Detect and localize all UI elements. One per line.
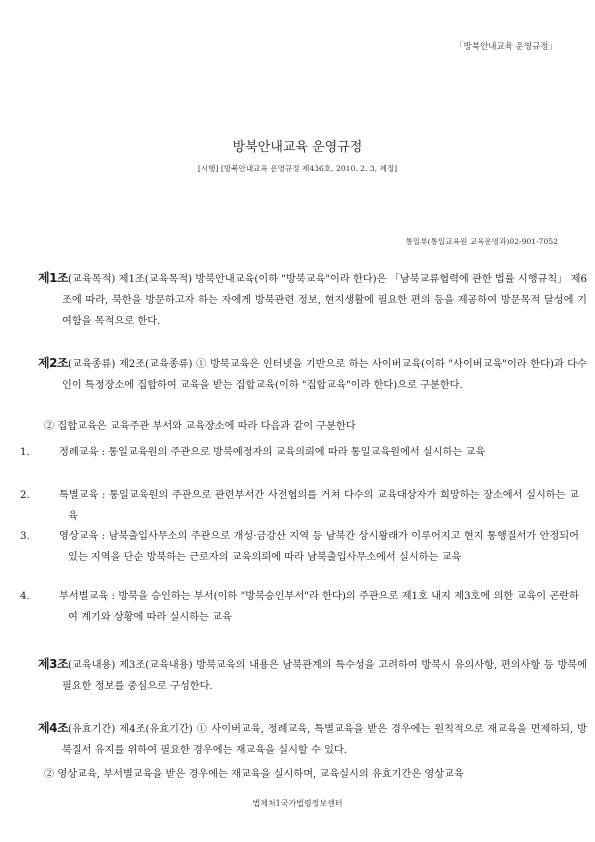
article-2-clause-2: ② 집합교육은 교육주관 부서와 교육장소에 따라 다음과 같이 구분한다 [44,421,356,432]
list-item [20,526,579,568]
article-body: 제4조(유효기간) ① 사이버교육, 정례교육, 특별교육을 받은 경우에는 원칙적으로 재교육을 면제하되, 방북질서 유지를 위하여 필요한 경우에는 재교육을 실시할 수 있다. [62,724,587,756]
item-number: 1. [20,447,30,458]
document-header-tag: 「방북안내교육 운영규정」 [455,42,557,52]
article-tag: (교육종류) [68,359,116,370]
item-text: 부서별교육 : 방북을 승인하는 부서(이하 "방북승인부서"라 한다)의 주관으로 제1호 내지 제3호에 의한 교육이 곤란하여 계기와 상황에 따라 실시하는 교육 [59,591,579,623]
list-item [20,442,579,463]
article-1 [38,268,587,332]
item-text: 영상교육 : 남북출입사무소의 주관으로 개성·금강산 지역 등 남북간 상시왕래가 이루어지고 현지 통행질서가 안정되어 있는 지역을 단순 방북하는 근로자의 교육의뢰에 따라 남북출입사무소에서 실시하는 교육 [59,531,579,563]
article-label: 제4조 [38,721,69,735]
item-number: 2. [20,490,30,501]
item-number: 4. [20,591,30,602]
department-contact: 통일부(통일교육원 교육운영과)02-901-7052 [405,237,558,246]
item-text: 특별교육 : 통일교육원의 주관으로 관련부서간 사전협의를 거쳐 다수의 교육대상자가 희망하는 장소에서 실시하는 교육 [59,490,579,522]
item-number: 3. [20,531,30,542]
list-item [20,586,579,628]
article-label: 제2조 [38,356,69,370]
article-body: 제3조(교육내용) 방북교육의 내용은 남북관계의 특수성을 고려하여 방북시 유의사항, 편의사항 등 방북에 필요한 정보를 중심으로 구성한다. [62,660,587,692]
enactment-info: [시행] [방북안내교육 운영규정 제436호, 2010. 2. 3, 제정] [197,164,398,173]
list-item [20,485,579,527]
article-tag: (유효기간) [68,724,116,735]
article-2 [38,353,587,396]
article-tag: (교육목적) [68,274,116,285]
article-4 [38,718,587,761]
article-4-clause-2: ② 영상교육, 부서별교육을 받은 경우에는 재교육을 실시하며, 교육실시의 유효기간은 영상교육 [44,769,464,780]
article-label: 제3조 [38,657,69,671]
article-body: 제1조(교육목적) 방북안내교육(이하 "방북교육"이라 한다)은 「남북교류협력에 관한 법률 시행규칙」 제6조에 따라, 북한을 방문하고자 하는 자에게 방북관련 정보, 현지생활에 필요한 편의 등을 제공하여 방문목적 달성에 기여함을 목적으로 한다. [62,274,587,327]
article-3 [38,654,587,697]
item-text: 정례교육 : 통일교육원의 주관으로 방북예정자의 교육의뢰에 따라 통일교육원에서 실시하는 교육 [59,447,486,458]
page-footer: 법제처1국가법령정보센터 [252,799,343,808]
article-tag: (교육내용) [68,660,116,671]
page-title: 방북안내교육 운영규정 [232,140,363,155]
article-label: 제1조 [38,271,69,285]
article-body: 제2조(교육종류) ① 방북교육은 인터넷을 기반으로 하는 사이버교육(이하 "사이버교육"이라 한다)과 다수인이 특정장소에 집합하여 교육을 받는 집합교육(이하 "집합교육"이라 한다)으로 구분한다. [62,359,587,391]
